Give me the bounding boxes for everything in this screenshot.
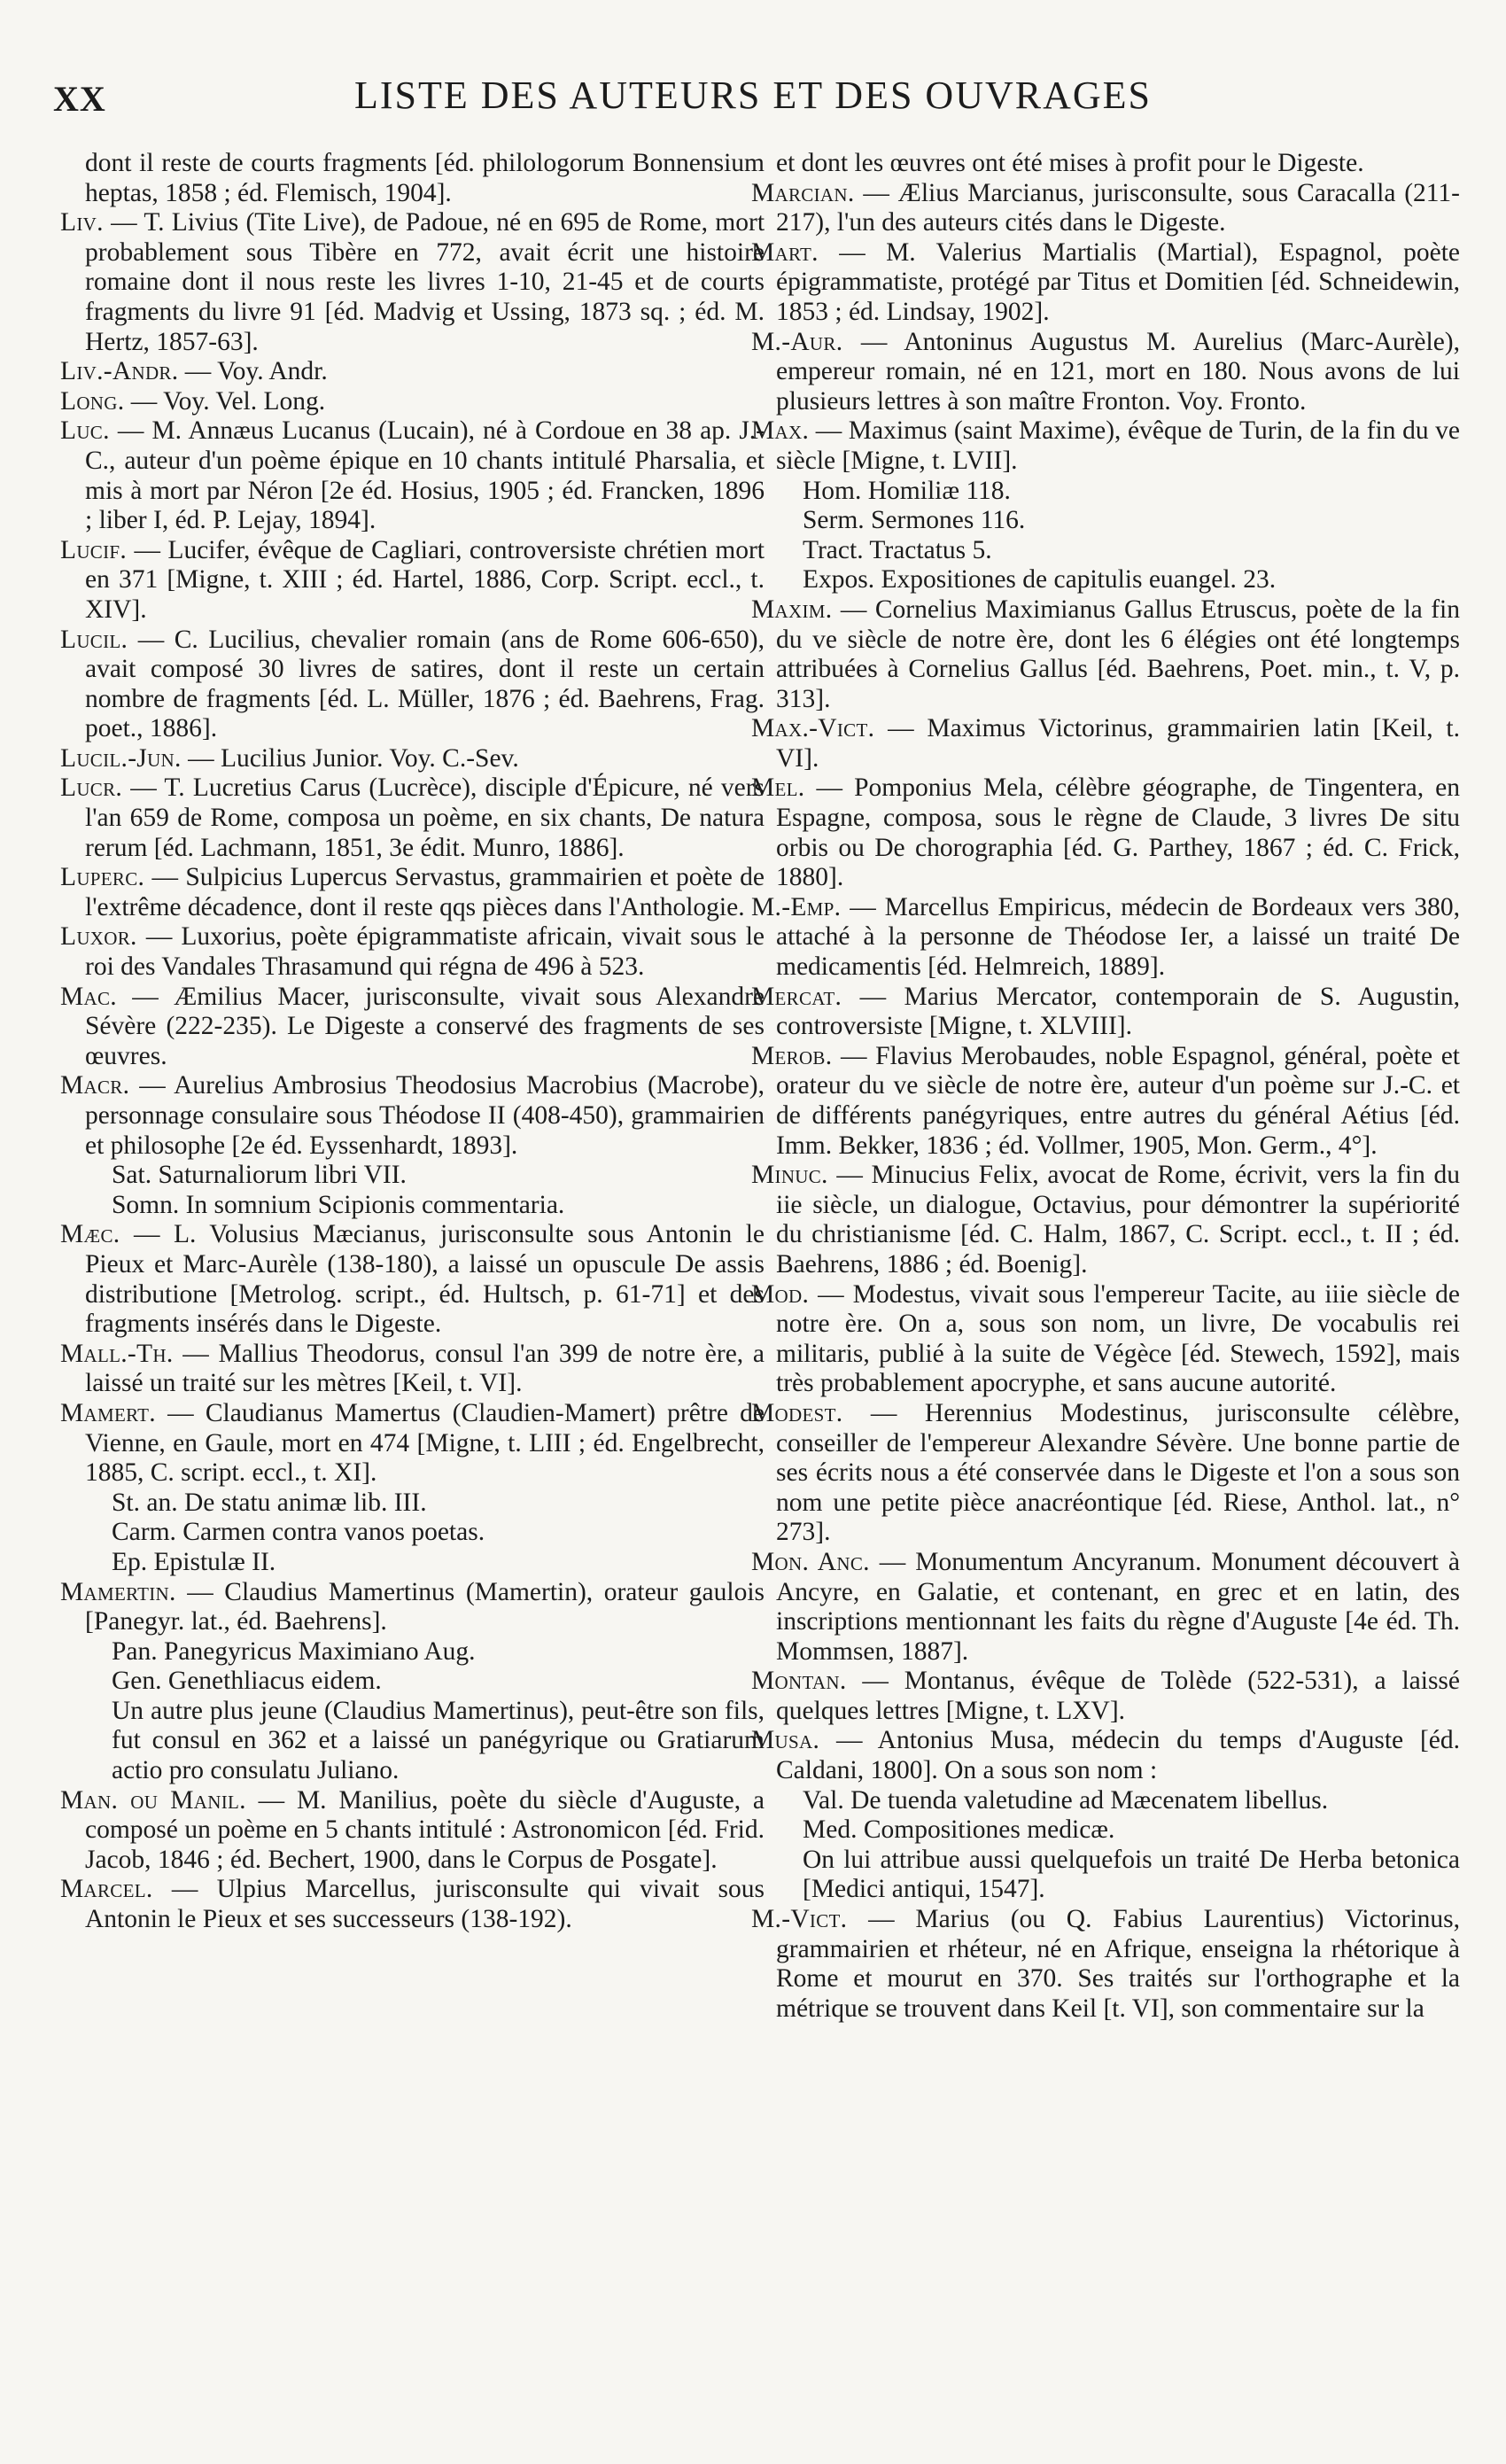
index-entry: [751, 1161, 1460, 1279]
work-subentry: Gen. Genethliacus eidem.: [112, 1667, 382, 1696]
index-entry: [751, 1399, 1460, 1548]
entry-abbreviation: M.-Vict.: [751, 1905, 848, 1934]
entry-abbreviation: Lucif.: [60, 535, 128, 564]
entry-text: — M. Annæus Lucanus (Lucain), né à Cordoue en 38 ap. J.-C., auteur d'un poème épique en 10 chants intitulé Pharsalia, et mis à mort par Néron [2e éd. Hosius, 1905 ; éd. Francken, 1896 ; liber I, éd. P. Lejay, 1894].: [85, 416, 765, 535]
entry-abbreviation: Mæc.: [60, 1220, 120, 1249]
work-subentry: Un autre plus jeune (Claudius Mamertinus), peut-être son fils, fut consul en 362 et a laissé un panégyrique ou Gratiarum actio pro consulatu Juliano.: [112, 1696, 765, 1785]
entry-abbreviation: Mall.-Th.: [60, 1339, 174, 1368]
index-entry: [60, 1220, 765, 1339]
work-subentry: Sat. Saturnaliorum libri VII.: [112, 1161, 407, 1190]
entry-abbreviation: Liv.-Andr.: [60, 357, 179, 386]
index-entry: [751, 714, 1460, 773]
entry-abbreviation: Mod.: [751, 1279, 810, 1309]
entry-abbreviation: Liv.: [60, 208, 104, 237]
entry-text: — Pomponius Mela, célèbre géographe, de Tingentera, en Espagne, composa, sous le règne de Claude, 3 livres De situ orbis ou De chorographia [éd. G. Parthey, 1867 ; éd. C. Frick, 1880].: [776, 773, 1460, 892]
entry-abbreviation: Macr.: [60, 1071, 130, 1100]
entry-text: — C. Lucilius, chevalier romain (ans de Rome 606-650), avait composé 30 livres de satires, dont il reste un certain nombre de fragments [éd. L. Müller, 1876 ; éd. Baehrens, Frag. poet., 1886].: [85, 625, 765, 743]
entry-abbreviation: Mon. Anc.: [751, 1547, 870, 1576]
index-entry: [751, 1042, 1460, 1161]
entry-text: — Antonius Musa, médecin du temps d'Auguste [éd. Caldani, 1800]. On a sous son nom :: [776, 1726, 1460, 1785]
index-entry: [60, 1786, 765, 1876]
entry-text: — Claudianus Mamertus (Claudien-Mamert) prêtre de Vienne, en Gaule, mort en 474 [Migne, t. LIII ; éd. Engelbrecht, 1885, C. script. eccl., t. XI].: [85, 1398, 765, 1488]
running-header: [53, 74, 1453, 140]
entry-abbreviation: Max.: [751, 416, 810, 446]
entry-text: — Montanus, évêque de Tolède (522-531), a laissé quelques lettres [Migne, t. LXV].: [776, 1667, 1460, 1725]
entry-text: — Flavius Merobaudes, noble Espagnol, général, poète et orateur du ve siècle de notre ère, auteur d'un poème sur J.-C. et de différents panégyriques, entre autres du général Aétius [éd. Imm. Bekker, 1836 ; éd. Vollmer, 1905, Mon. Germ., 4°].: [776, 1041, 1460, 1160]
entry-abbreviation: Mamert.: [60, 1398, 156, 1427]
work-subentry: Med. Compositiones medicæ.: [803, 1815, 1115, 1845]
continued-text: et dont les œuvres ont été mises à profit pour le Digeste.: [776, 149, 1364, 177]
entry-text: — Voy. Vel. Long.: [130, 386, 326, 416]
entry-text: — Cornelius Maximianus Gallus Etruscus, poète de la fin du ve siècle de notre ère, dont les 6 élégies ont été longtemps attribuées à Cornelius Gallus [éd. Baehrens, Poet. min., t. V, p. 313].: [776, 595, 1460, 713]
entry-text: — Æmilius Macer, jurisconsulte, vivait sous Alexandre Sévère (222-235). Le Digeste a conservé des fragments de ses œuvres.: [85, 982, 765, 1070]
index-entry: [60, 1071, 765, 1161]
work-subentry: Val. De tuenda valetudine ad Mæcenatem libellus.: [803, 1785, 1329, 1815]
work-subentry: Hom. Homiliæ 118.: [803, 476, 1011, 505]
entry-text: — Marius (ou Q. Fabius Laurentius) Victorinus, grammairien et rhéteur, né en Afrique, enseigna la rhétorique à Rome et mourut en 370. Ses traités sur l'orthographe et la métrique se trouvent dans Keil [t. VI], son commentaire sur la: [776, 1905, 1460, 2023]
entry-text: — T. Livius (Tite Live), de Padoue, né en 695 de Rome, mort probablement sous Tibère en 772, avait écrit une histoire romaine dont il nous reste les livres 1-10, 21-45 et de courts fragments du livre 91 [éd. Madvig et Ussing, 1873 sq. ; éd. M. Hertz, 1857-63].: [85, 208, 765, 356]
entry-text: — L. Volusius Mæcianus, jurisconsulte sous Antonin le Pieux et Marc-Aurèle (138-180), a laissé un opuscule De assis distributione [Metrolog. script., éd. Hultsch, p. 61-71] et des fragments insérés dans le Digeste.: [85, 1220, 765, 1339]
entry-text: — Marius Mercator, contemporain de S. Augustin, controversiste [Migne, t. XLVIII].: [776, 982, 1460, 1041]
index-entry: [751, 1726, 1460, 1785]
work-subentry: On lui attribue aussi quelquefois un traité De Herba betonica [Medici antiqui, 1547].: [803, 1845, 1460, 1904]
index-entry: [751, 1548, 1460, 1667]
index-entry: [751, 238, 1460, 328]
index-entry: [751, 179, 1460, 238]
entry-text: — Luxorius, poète épigrammatiste africain, vivait sous le roi des Vandales Thrasamund qui régna de 496 à 523.: [85, 922, 765, 982]
entry-text: — M. Manilius, poète du siècle d'Auguste, a composé un poème en 5 chants intitulé : Astronomicon [éd. Frid. Jacob, 1846 ; éd. Bechert, 1900, dans le Corpus de Posgate].: [85, 1785, 765, 1874]
entry-text: — Modestus, vivait sous l'empereur Tacite, au iiie siècle de notre ère. On a, sous son nom, un livre, De vocabulis rei militaris, publié à la suite de Végèce [éd. Stewech, 1592], mais très probablement apocryphe, et sans aucune autorité.: [776, 1279, 1460, 1398]
entry-abbreviation: Merob.: [751, 1041, 833, 1070]
entry-text: — Sulpicius Lupercus Servastus, grammairien et poète de l'extrême décadence, dont il reste qqs pièces dans l'Anthologie.: [85, 863, 765, 921]
entry-abbreviation: Max.-Vict.: [751, 714, 875, 743]
index-entry: [751, 416, 1460, 476]
entry-text: — Voy. Andr.: [184, 357, 328, 386]
work-subentry: Tract. Tractatus 5.: [803, 535, 992, 564]
work-subentry: Expos. Expositiones de capitulis euangel. 23.: [803, 565, 1277, 595]
work-subentry: Pan. Panegyricus Maximiano Aug.: [112, 1636, 476, 1666]
entry-abbreviation: Mel.: [751, 773, 805, 803]
index-entry: [60, 744, 765, 774]
index-entry: [60, 1875, 765, 1934]
work-subentry: Serm. Sermones 116.: [803, 506, 1026, 535]
running-title: LISTE DES AUTEURS ET DES OUVRAGES: [353, 74, 1152, 117]
entry-abbreviation: Mercat.: [751, 982, 842, 1011]
entry-text: — M. Valerius Martialis (Martial), Espagnol, poète épigrammatiste, protégé par Titus et Domitien [éd. Schneidewin, 1853 ; éd. Lindsay, 1902].: [776, 237, 1460, 326]
work-subentry: St. an. De statu animæ lib. III.: [112, 1488, 427, 1517]
index-entry: [751, 328, 1460, 417]
entry-text: — Maximus (saint Maxime), évêque de Turin, de la fin du ve siècle [Migne, t. LVII].: [776, 416, 1460, 475]
entry-text: — Marcellus Empiricus, médecin de Bordeaux vers 380, attaché à la personne de Théodose Ier, a laissé un traité De medicamentis [éd. Helmreich, 1889].: [776, 892, 1460, 982]
work-subentry: Carm. Carmen contra vanos poetas.: [112, 1518, 485, 1547]
index-entry: [60, 922, 765, 982]
index-entry: [751, 893, 1460, 983]
index-entry: [751, 773, 1460, 892]
entry-text: — Ælius Marcianus, jurisconsulte, sous Caracalla (211-217), l'un des auteurs cités dans le Digeste.: [776, 178, 1460, 237]
work-subentry: Somn. In somnium Scipionis commentaria.: [112, 1190, 565, 1219]
index-entry: [60, 863, 765, 922]
index-entry: [60, 1399, 765, 1489]
index-entry: [60, 416, 765, 535]
entry-abbreviation: Lucr.: [60, 773, 123, 803]
entry-abbreviation: Man. ou Manil.: [60, 1785, 246, 1815]
entry-text: — Mallius Theodorus, consul l'an 399 de notre ère, a laissé un traité sur les mètres [Keil, t. VI].: [85, 1339, 765, 1398]
entry-abbreviation: Marcel.: [60, 1875, 153, 1904]
left-column: [60, 149, 765, 2444]
entry-abbreviation: Mamertin.: [60, 1577, 176, 1606]
work-subentry: Ep. Epistulæ II.: [112, 1547, 276, 1576]
index-entry: [751, 1905, 1460, 2024]
entry-abbreviation: Luxor.: [60, 922, 137, 952]
continued-text: dont il reste de courts fragments [éd. philologorum Bonnensium heptas, 1858 ; éd. Flemisch, 1904].: [85, 149, 765, 207]
entry-abbreviation: Modest.: [751, 1398, 843, 1427]
entry-text: — Monumentum Ancyranum. Monument découvert à Ancyre, en Galatie, et contenant, en grec et en latin, des inscriptions mentionnant les faits du règne d'Auguste [4e éd. Th. Mommsen, 1887].: [776, 1547, 1460, 1666]
entry-text: — Minucius Felix, avocat de Rome, écrivit, vers la fin du iie siècle, un dialogue, Octavius, pour démontrer la supériorité du christianisme [éd. C. Halm, 1867, C. Script. eccl., t. II ; éd. Baehrens, 1886 ; éd. Boenig].: [776, 1161, 1460, 1279]
entry-abbreviation: Mart.: [751, 237, 819, 267]
index-entry: [60, 357, 765, 387]
index-entry: [60, 536, 765, 626]
entry-text: — Ulpius Marcellus, jurisconsulte qui vivait sous Antonin le Pieux et ses successeurs (138-192).: [85, 1875, 765, 1934]
entry-abbreviation: Lucil.-Jun.: [60, 743, 182, 773]
entry-abbreviation: Luperc.: [60, 863, 145, 892]
entry-abbreviation: M.-Aur.: [751, 327, 843, 356]
entry-abbreviation: Long.: [60, 386, 125, 416]
entry-abbreviation: Musa.: [751, 1726, 820, 1755]
index-entry: [60, 626, 765, 744]
page-number: XX: [53, 79, 106, 119]
entry-text: — Herennius Modestinus, jurisconsulte célèbre, conseiller de l'empereur Alexandre Sévère. Une bonne partie de ses écrits nous a été conservée dans le Digeste et l'on a sous son nom une petite pièce anacréontique [éd. Riese, Anthol. lat., n° 273].: [776, 1398, 1460, 1547]
entry-text: — Maximus Victorinus, grammairien latin [Keil, t. VI].: [776, 714, 1460, 773]
entry-abbreviation: Lucil.: [60, 625, 128, 654]
entry-abbreviation: Maxim.: [751, 595, 833, 624]
entry-abbreviation: Montan.: [751, 1667, 847, 1696]
entry-text: — Lucilius Junior. Voy. C.-Sev.: [188, 743, 519, 773]
index-entry: [751, 595, 1460, 714]
index-entry: [60, 983, 765, 1072]
entry-text: — Aurelius Ambrosius Theodosius Macrobius (Macrobe), personnage consulaire sous Théodose II (408-450), grammairien et philosophe [2e éd. Eyssenhardt, 1893].: [85, 1071, 765, 1160]
entry-text: — Claudius Mamertinus (Mamertin), orateur gaulois [Panegyr. lat., éd. Baehrens].: [85, 1577, 765, 1636]
index-entry: [60, 387, 765, 417]
entry-abbreviation: Marcian.: [751, 178, 855, 207]
index-entry: [60, 1578, 765, 1637]
entry-text: — Lucifer, évêque de Cagliari, controversiste chrétien mort en 371 [Migne, t. XIII ; éd. Hartel, 1886, Corp. Script. eccl., t. XIV].: [85, 535, 765, 624]
entry-abbreviation: Mac.: [60, 982, 117, 1011]
right-column: [751, 149, 1460, 2444]
index-entry: [751, 1280, 1460, 1399]
entry-abbreviation: M.-Emp.: [751, 892, 842, 921]
index-entry: [60, 773, 765, 863]
index-entry: [60, 1340, 765, 1399]
index-entry: [751, 983, 1460, 1042]
index-entry: [751, 1667, 1460, 1726]
entry-text: — Antoninus Augustus M. Aurelius (Marc-Aurèle), empereur romain, né en 121, mort en 180. Nous avons de lui plusieurs lettres à son maître Fronton. Voy. Fronto.: [776, 327, 1460, 416]
entry-text: — T. Lucretius Carus (Lucrèce), disciple d'Épicure, né vers l'an 659 de Rome, composa un poème, en six chants, De natura rerum [éd. Lachmann, 1851, 3e édit. Munro, 1886].: [85, 773, 765, 862]
entry-abbreviation: Luc.: [60, 416, 110, 446]
entry-abbreviation: Minuc.: [751, 1161, 828, 1190]
index-entry: [60, 208, 765, 357]
